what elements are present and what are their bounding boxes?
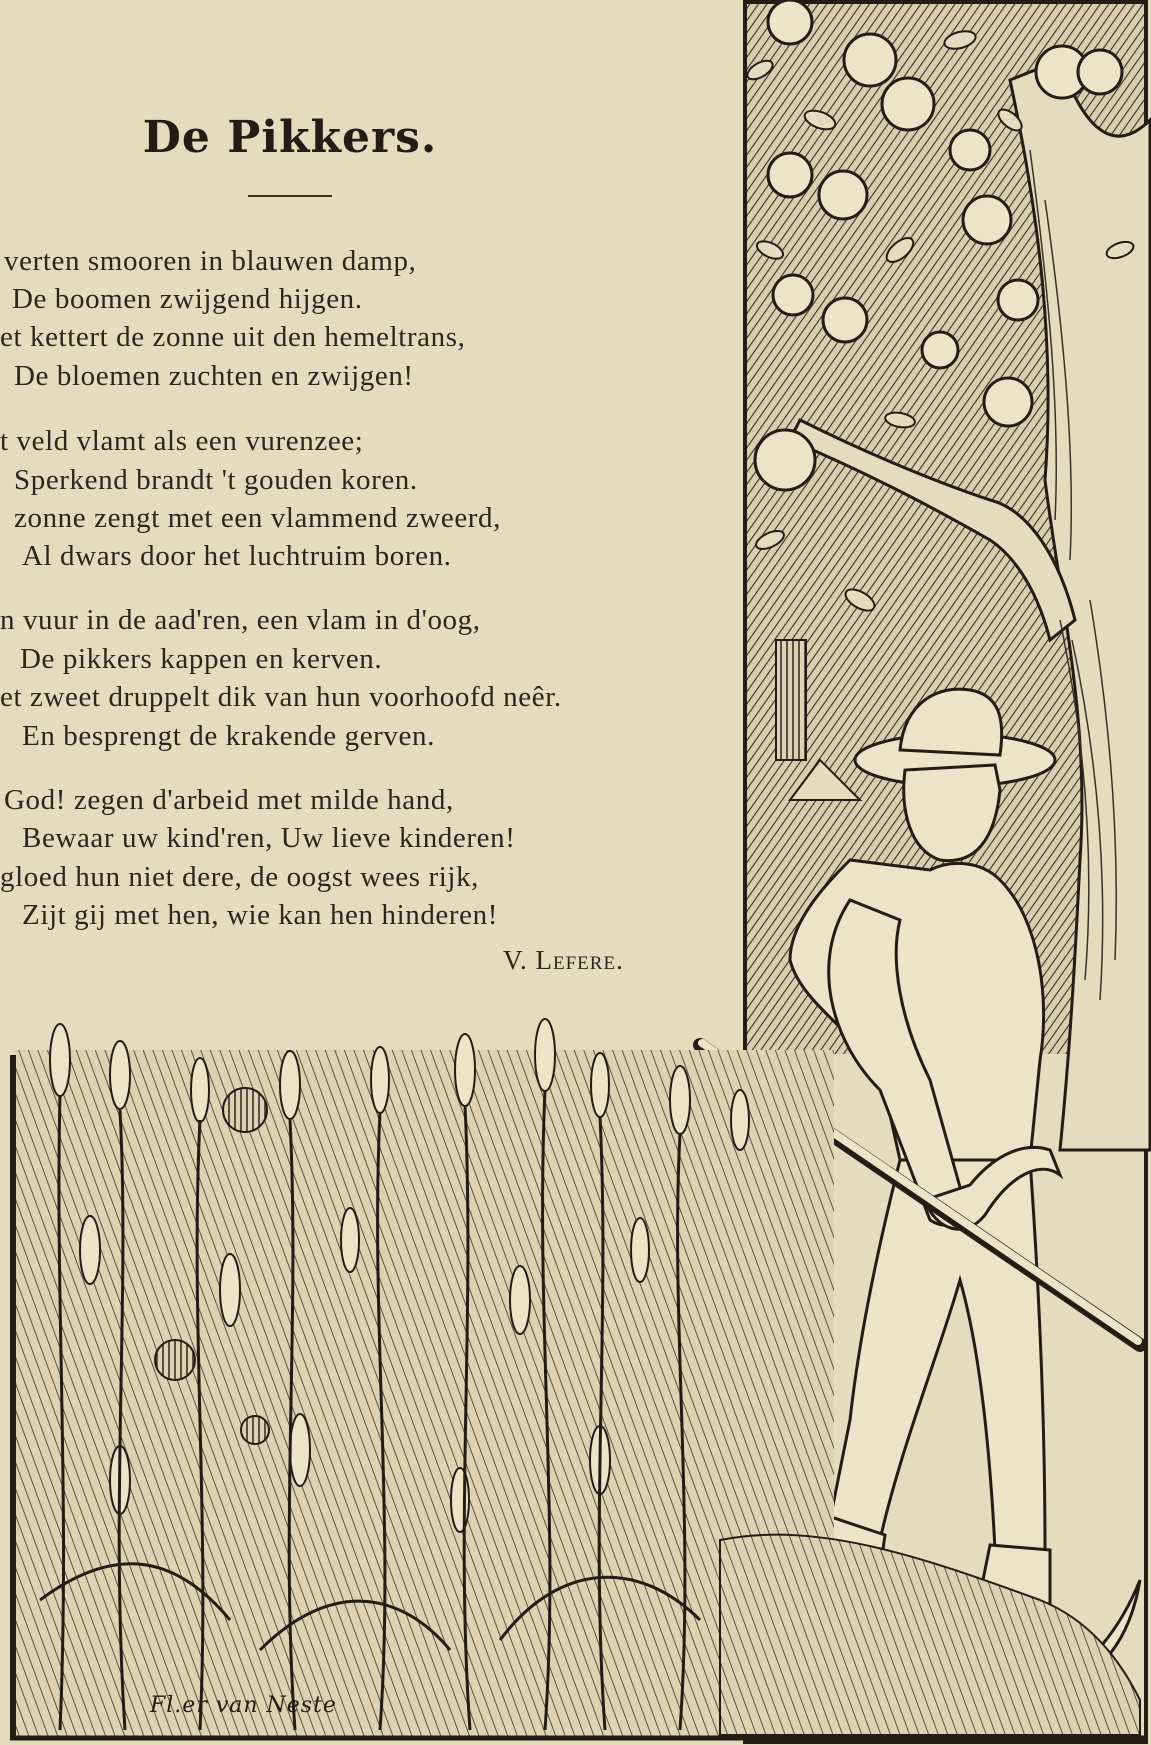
poem-line: God! zegen d'arbeid met milde hand, [4,784,454,816]
poem-line: Bewaar uw kind'ren, Uw lieve kinderen! [22,822,516,854]
wheat-field [14,1050,834,1740]
field-border-left [10,1055,16,1740]
poem-line: De bloemen zuchten en zwijgen! [14,360,414,392]
poem-line: n vuur in de aad'ren, een vlam in d'oog, [0,604,481,636]
poem-title: De Pikkers. [142,112,438,163]
poem-line: De pikkers kappen en kerven. [20,643,383,675]
poem-line: gloed hun niet dere, de oogst wees rijk, [0,861,480,893]
poem-line: Sperkend brandt 't gouden koren. [14,464,418,496]
poem-line: zonne zengt met een vlammend zweerd, [14,502,502,534]
poem-line: t veld vlamt als een vurenzee; [0,425,364,457]
poem-author: V. Lefere. [503,945,624,975]
church-tower [776,640,806,760]
poem-line: verten smooren in blauwen damp, [4,245,417,277]
poem-line: En besprengt de krakende gerven. [22,720,435,752]
cut-swathe [720,1535,1140,1735]
poem-line: et zweet druppelt dik van hun voorhoofd neêr. [0,681,562,713]
poem-line: et kettert de zonne uit den hemeltrans, [0,321,466,353]
poem-line: Al dwars door het luchtruim boren. [22,540,452,572]
artist-signature: Fl.er van Neste [150,1693,337,1718]
poem-line: Zijt gij met hen, wie kan hen hinderen! [22,899,498,931]
poem-line: De boomen zwijgend hijgen. [12,283,363,315]
